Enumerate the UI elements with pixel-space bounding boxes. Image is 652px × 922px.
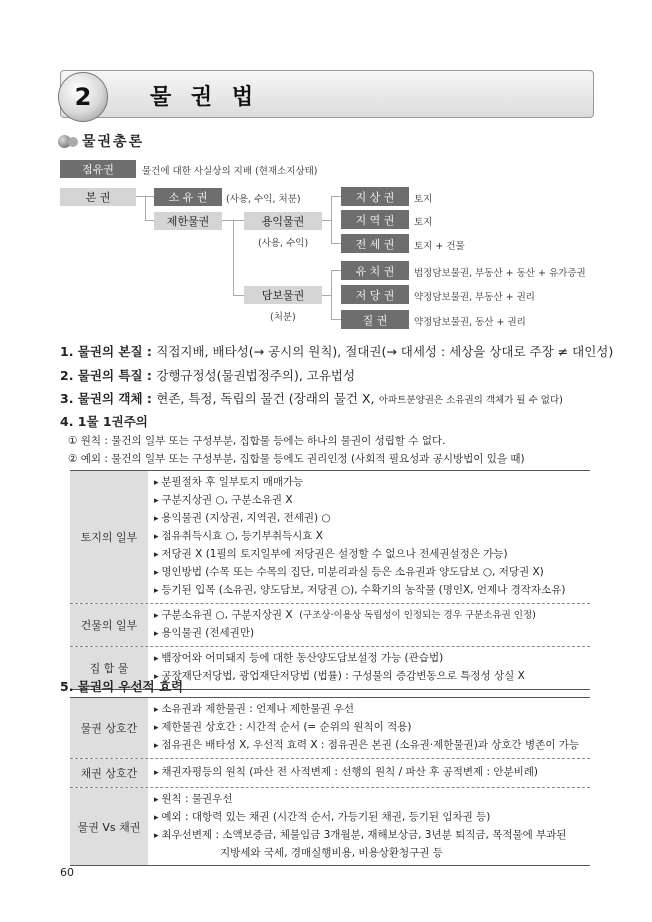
list-item: ▸ 공장재단저당법, 광업재단저당법 (법률) : 구성물의 증감변동으로 특정성 상실 X (154, 668, 525, 686)
list-item: ▸ 명인방법 (수목 또는 수목의 집단, 미분리과실 등은 소유권과 양도담보 ○, 저당권 X) (154, 564, 565, 582)
table-row (70, 604, 590, 647)
note-jiyeok: 토지 (414, 217, 433, 228)
box-bon: 본 권 (60, 188, 136, 206)
heading-one-thing-one-right: 4. 1물 1권주의 (60, 414, 148, 429)
row-content (148, 647, 531, 689)
heading-object-title: 3. 물권의 객체 : (60, 391, 152, 406)
list-item: ▸ 용익물권 (전세권만) (154, 625, 536, 643)
box-jeodang: 저 당 권 (341, 285, 409, 304)
chapter-number-badge (58, 72, 108, 122)
row-label: 건물의 일부 (70, 604, 148, 646)
chapter-number: 2 (74, 83, 92, 111)
connector (331, 196, 332, 244)
connector (233, 295, 244, 296)
row-label: 채권 상호간 (70, 759, 148, 787)
heading-priority: 5. 물권의 우선적 효력 (60, 679, 184, 694)
table-row (70, 759, 590, 788)
row-content (148, 788, 573, 865)
list-item: ▸ 소유권과 제한물권 : 언제나 제한물권 우선 (154, 701, 579, 719)
box-yuchi: 유 치 권 (341, 261, 409, 280)
list-item: ▸ 분필절차 후 일부토지 매매가능 (154, 474, 565, 492)
list-item: ▸ 등기된 입목 (소유권, 양도담보, 저당권 ○), 수확기의 농작물 (명인X, 언제나 경작자소유) (154, 582, 565, 600)
list-item: ▸ 점유취득시효 ○, 등기부취득시효 X (154, 528, 565, 546)
box-jiyeok: 지 역 권 (341, 210, 409, 229)
box-jeomyu: 점유권 (60, 160, 136, 178)
box-jeonse: 전 세 권 (341, 234, 409, 253)
row-label: 집 합 물 (70, 647, 148, 689)
list-item: ▸ 구분지상권 ○, 구분소유권 X (154, 492, 565, 510)
note-jil: 약정담보물권, 동산 + 권리 (414, 317, 526, 328)
list-item (154, 607, 536, 625)
page-number: 60 (60, 866, 74, 879)
connector (145, 220, 154, 221)
note-dambo: (처분) (270, 312, 296, 323)
row-label: 물권 Vs 채권 (70, 788, 148, 865)
list-item-text: 구분소유권 ○, 구분지상권 X (161, 609, 293, 621)
heading-characteristics-title: 2. 물권의 특질 : (60, 368, 152, 383)
list-item: ▸ 뱀장어와 어미돼지 등에 대한 동산양도담보설정 가능 (관습법) (154, 650, 525, 668)
row-content (148, 604, 542, 646)
heading-object-note: 아파트분양권은 소유권의 객체가 될 수 없다) (378, 395, 563, 406)
row-content (148, 471, 571, 603)
row-content (148, 698, 585, 758)
note-jisang: 토지 (414, 194, 433, 205)
section-title: 물권총론 (82, 134, 145, 150)
table-row (70, 471, 590, 604)
row-content (148, 759, 544, 787)
connector (233, 220, 234, 296)
connector (331, 270, 332, 320)
connector (331, 270, 341, 271)
priority-table (70, 697, 590, 866)
box-jisang: 지 상 권 (341, 187, 409, 206)
connector (331, 196, 341, 197)
list-item: ▸ 제한물권 상호간 : 시간적 순서 (= 순위의 원칙이 적용) (154, 719, 579, 737)
heading-characteristics (60, 366, 355, 384)
list-item-note: (구조상·이용상 독립성이 인정되는 경우 구분소유권 인정) (299, 610, 536, 621)
exceptions-table (70, 470, 590, 690)
box-yongik: 용익물권 (244, 212, 322, 230)
box-dambo: 담보물권 (244, 286, 322, 304)
list-item: ▸ 최우선변제 : 소액보증금, 체불임금 3개월분, 재해보상금, 3년분 퇴직금, 목적물에 부과된 (154, 827, 567, 845)
heading-essence-title: 1. 물권의 본질 : (60, 344, 152, 359)
heading-characteristics-text: 강행규정성(물권법정주의), 고유법성 (156, 368, 356, 383)
chapter-title: 물 권 법 (150, 85, 260, 110)
principle-rule: ① 원칙 : 물건의 일부 또는 구성부분, 집합물 등에는 하나의 물권이 성립할 수 없다. (68, 435, 446, 447)
note-jeonse: 토지 + 건물 (414, 241, 465, 252)
note-yuchi: 법정담보물권, 부동산 + 동산 + 유가증권 (414, 268, 586, 279)
list-item: ▸ 원칙 : 물권우선 (154, 791, 567, 809)
row-label: 토지의 일부 (70, 471, 148, 603)
heading-object (60, 389, 563, 407)
list-item: ▸ 점유권은 배타성 X, 우선적 효력 X : 점유권은 본권 (소유권·제한물권)과 상호간 병존이 가능 (154, 737, 579, 755)
heading-essence (60, 342, 613, 360)
connector (331, 243, 341, 244)
connector (145, 196, 146, 221)
section-bullet-secondary-icon (68, 137, 78, 147)
heading-object-text: 현존, 특정, 독립의 물건 (장래의 물건 X, (156, 391, 375, 406)
principle-exception: ② 예외 : 물건의 일부 또는 구성부분, 집합물 등에도 권리인정 (사회적 필요성과 공시방법이 있을 때) (68, 453, 525, 465)
box-jil: 질 권 (341, 310, 409, 329)
table-row (70, 788, 590, 866)
connector (331, 319, 341, 320)
box-jehan: 제한물권 (154, 212, 222, 230)
note-jeodang: 약정담보물권, 부동산 + 권리 (414, 292, 535, 303)
table-row (70, 698, 590, 759)
note-jeomyu: 물건에 대한 사실상의 지배 (현재소지상태) (142, 166, 318, 177)
note-soyu: (사용, 수익, 처분) (226, 194, 301, 205)
heading-essence-text: 직접지배, 배타성(→ 공시의 원칙), 절대권(→ 대세성 : 세상을 상대로 주장 ≠ 대인성) (156, 344, 614, 359)
row-label: 물권 상호간 (70, 698, 148, 758)
chapter-header-bar (60, 70, 594, 118)
box-soyu: 소 유 권 (154, 188, 222, 206)
list-item: ▸ 채권자평등의 원칙 (파산 전 사적변제 : 선행의 원칙 / 파산 후 공적변제 : 안분비례) (154, 764, 538, 782)
list-item-continuation: 지방세와 국세, 경매실행비용, 비용상환청구권 등 (220, 847, 443, 859)
list-item: ▸ 예외 : 대항력 있는 채권 (시간적 순서, 가등기된 채권, 등기된 임차권 등) (154, 809, 567, 827)
list-item: ▸ 저당권 X (1필의 토지일부에 저당권은 설정할 수 없으나 전세권설정은 가능) (154, 546, 565, 564)
note-yongik: (사용, 수익) (258, 238, 309, 249)
list-item: ▸ 용익물권 (지상권, 지역권, 전세권) ○ (154, 510, 565, 528)
